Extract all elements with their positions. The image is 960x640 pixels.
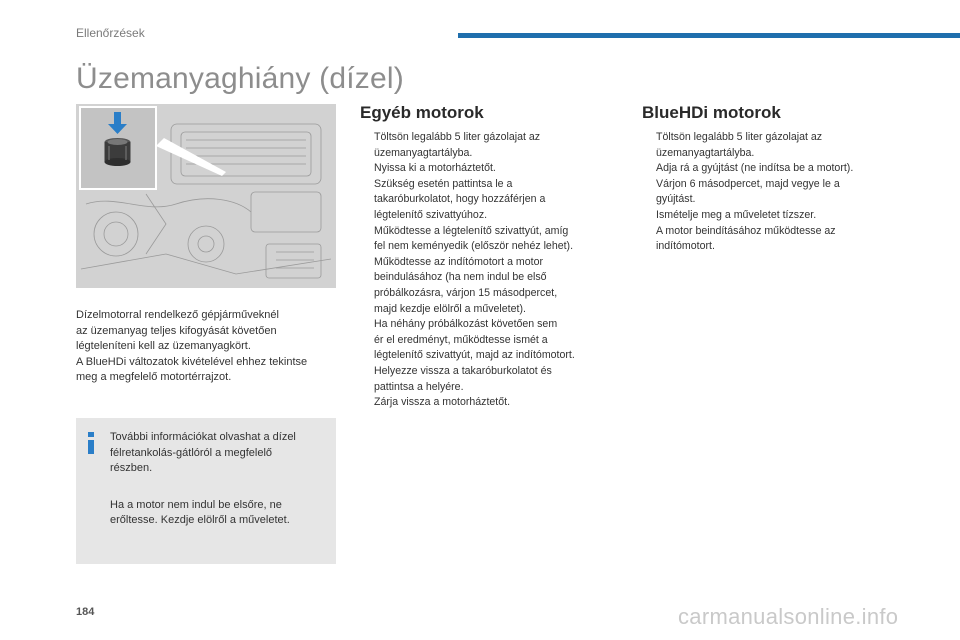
intro-line: légteleníteni kell az üzemanyagkört. xyxy=(76,340,251,353)
step-item xyxy=(360,255,630,317)
step-line: A motor beindításához működtesse az xyxy=(656,224,836,237)
other-engines-heading: Egyéb motorok xyxy=(360,103,484,122)
step-item xyxy=(642,208,912,224)
step-item xyxy=(642,224,912,255)
step-line: Ismételje meg a műveletet tízszer. xyxy=(656,208,817,221)
step-line: Nyissa ki a motorháztetőt. xyxy=(374,162,496,175)
step-line: gyújtást. xyxy=(656,193,696,206)
step-line: pattintsa a helyére. xyxy=(374,380,464,393)
step-item xyxy=(642,161,912,177)
step-item xyxy=(360,395,630,411)
step-line: üzemanyagtartályba. xyxy=(656,146,755,159)
step-item xyxy=(360,177,630,224)
section-label: Ellenőrzések xyxy=(76,26,145,40)
step-line: takaróburkolatot, hogy hozzáférjen a xyxy=(374,193,546,206)
step-item xyxy=(642,130,912,161)
step-line: Töltsön legalább 5 liter gázolajat az xyxy=(374,131,541,143)
step-line: Működtesse az indítómotort a motor xyxy=(374,255,543,268)
bluehdi-engines-heading: BlueHDi motorok xyxy=(642,103,781,122)
step-item xyxy=(360,224,630,255)
info-text xyxy=(110,430,330,529)
watermark: carmanualsonline.info xyxy=(678,604,899,629)
step-item xyxy=(642,177,912,208)
step-line: Adja rá a gyújtást (ne indítsa be a motort). xyxy=(656,162,854,175)
info-line: Ha a motor nem indul be elsőre, ne xyxy=(110,498,282,511)
step-line: ér el eredményt, működtesse ismét a xyxy=(374,333,548,346)
step-line: Helyezze vissza a takaróburkolatot és xyxy=(374,364,552,377)
info-box xyxy=(76,418,336,564)
bluehdi-engines-steps xyxy=(642,130,912,255)
page-title: Üzemanyaghiány (dízel) xyxy=(76,62,404,95)
step-line: Működtesse a légtelenítő szivattyút, amíg xyxy=(374,224,569,237)
step-line: majd kezdje elölről a műveletet). xyxy=(374,302,526,315)
step-line: légtelenítő szivattyút, majd az indítómotort. xyxy=(374,349,575,362)
step-line: Zárja vissza a motorháztetőt. xyxy=(374,396,511,409)
step-item xyxy=(360,364,630,395)
step-line: Töltsön legalább 5 liter gázolajat az xyxy=(656,131,823,143)
info-icon xyxy=(86,432,96,454)
intro-line: Dízelmotorral rendelkező gépjárműveknél xyxy=(76,309,279,321)
step-line: légtelenítő szivattyúhoz. xyxy=(374,208,488,221)
step-line: fel nem keményedik (először nehéz lehet). xyxy=(374,240,574,253)
page-number: 184 xyxy=(76,606,95,618)
step-item xyxy=(360,161,630,177)
intro-text xyxy=(76,308,346,386)
intro-line: az üzemanyag teljes kifogyását követően xyxy=(76,324,277,337)
step-line: Várjon 6 másodpercet, majd vegye le a xyxy=(656,177,840,190)
step-line: indítómotort. xyxy=(656,240,715,253)
info-paragraph xyxy=(110,430,330,477)
step-line: próbálkozásra, várjon 15 másodpercet, xyxy=(374,286,558,299)
info-line: részben. xyxy=(110,462,153,475)
step-line: Szükség esetén pattintsa le a xyxy=(374,177,513,190)
other-engines-steps xyxy=(360,130,630,411)
header-rule xyxy=(458,33,960,38)
info-line: félretankolás-gátlóról a megfelelő xyxy=(110,446,273,459)
step-line: Ha néhány próbálkozást követően sem xyxy=(374,318,558,331)
step-line: üzemanyagtartályba. xyxy=(374,146,473,159)
step-item xyxy=(360,317,630,364)
intro-line: A BlueHDi változatok kivételével ehhez tekintse xyxy=(76,355,308,368)
info-line: További információkat olvashat a dízel xyxy=(110,431,296,443)
info-paragraph xyxy=(110,498,330,529)
engine-bay-illustration xyxy=(76,104,336,288)
step-line: beindulásához (ha nem indul be első xyxy=(374,271,547,284)
info-line: erőltesse. Kezdje elölről a műveletet. xyxy=(110,514,290,527)
step-item xyxy=(360,130,630,161)
intro-line: meg a megfelelő motortérrajzot. xyxy=(76,371,232,384)
